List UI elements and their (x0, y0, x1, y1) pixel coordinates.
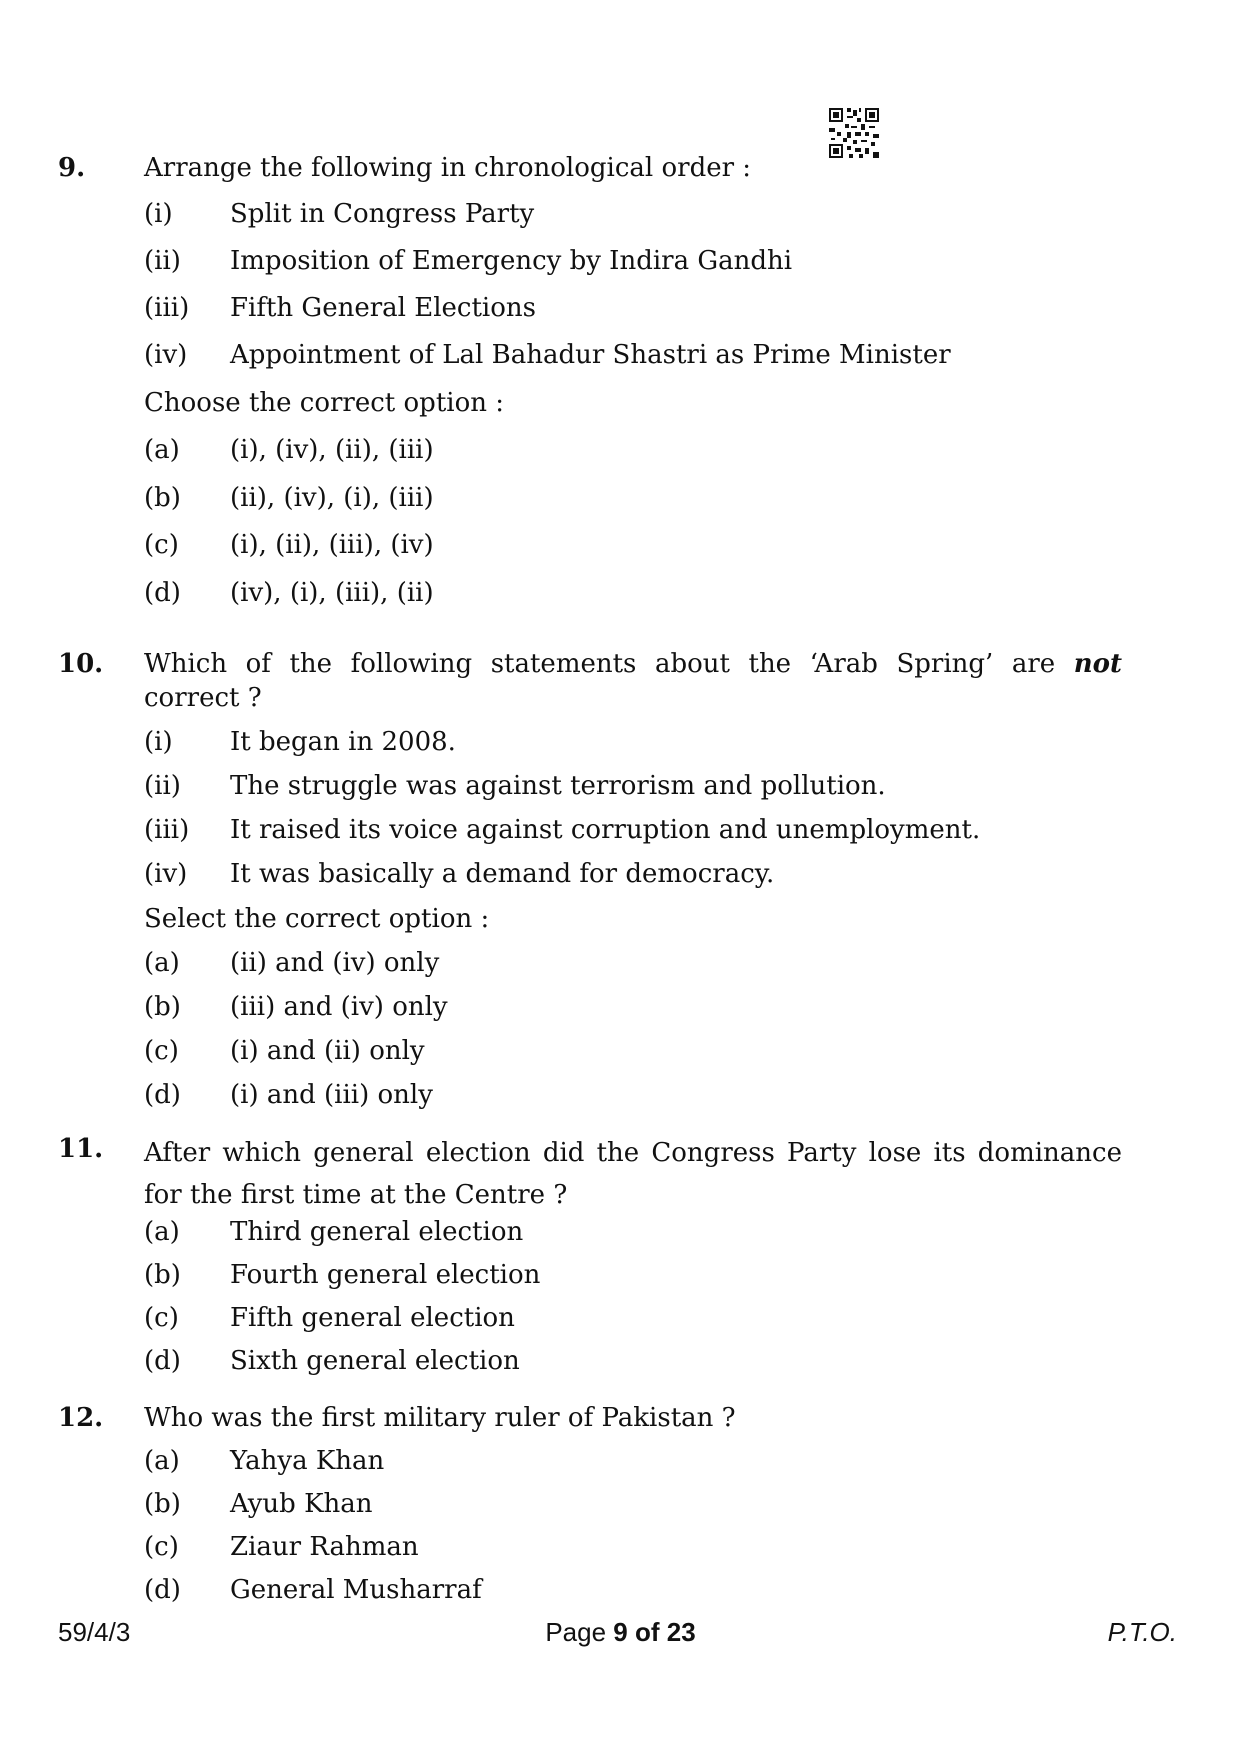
option-text: Ziaur Rahman (230, 1532, 419, 1562)
list-item (144, 197, 534, 231)
option-text: Sixth general election (230, 1346, 520, 1376)
option-label: (b) (144, 483, 181, 513)
option-text: Ayub Khan (230, 1489, 373, 1519)
item-label: (i) (144, 727, 173, 757)
option-label: (b) (144, 992, 181, 1022)
answer-option-b (144, 481, 434, 515)
answer-option-c (144, 1301, 515, 1335)
option-text: (i), (ii), (iii), (iv) (230, 530, 434, 560)
answer-option-c (144, 1530, 419, 1564)
option-text: (i) and (iii) only (230, 1080, 433, 1110)
page-of: of (634, 1617, 660, 1647)
list-item (144, 291, 536, 325)
option-text: (i) and (ii) only (230, 1036, 425, 1066)
option-label: (a) (144, 435, 180, 465)
item-label: (ii) (144, 246, 181, 276)
stem-text: Which of the following statements about the ‘Arab Spring’ are (144, 649, 1074, 679)
paper-code: 59/4/3 (58, 1617, 131, 1647)
item-text: It began in 2008. (230, 727, 456, 757)
page-total: 23 (666, 1617, 696, 1647)
item-text: The struggle was against terrorism and pollution. (230, 771, 886, 801)
question-number: 11. (58, 1134, 104, 1164)
answer-option-b (144, 990, 448, 1024)
option-label: (c) (144, 1036, 179, 1066)
page-word: Page (545, 1617, 607, 1647)
question-stem: Who was the first military ruler of Pakistan ? (144, 1403, 736, 1433)
item-text: Split in Congress Party (230, 199, 535, 229)
option-text: Fourth general election (230, 1260, 541, 1290)
answer-option-d (144, 1344, 520, 1378)
question-stem: After which general election did the Congress Party lose its dominance for the first time at the Centre ? (144, 1138, 1122, 1210)
item-text: It was basically a demand for democracy. (230, 859, 775, 889)
list-item (144, 769, 886, 803)
page-indicator (0, 1616, 1241, 1648)
answer-option-b (144, 1487, 372, 1521)
item-text: Imposition of Emergency by Indira Gandhi (230, 246, 793, 276)
option-label: (d) (144, 1575, 181, 1605)
item-text: It raised its voice against corruption and unemployment. (230, 815, 981, 845)
option-label: (b) (144, 1489, 181, 1519)
option-label: (a) (144, 1217, 180, 1247)
question-stem: Arrange the following in chronological order : (144, 153, 752, 183)
item-label: (i) (144, 199, 173, 229)
answer-option-d (144, 1078, 433, 1112)
item-label: (iii) (144, 293, 190, 323)
item-label: (iii) (144, 815, 190, 845)
option-text: (ii) and (iv) only (230, 948, 440, 978)
answer-option-a (144, 1215, 523, 1249)
answer-option-c (144, 1034, 425, 1068)
option-label: (b) (144, 1260, 181, 1290)
option-text: Yahya Khan (230, 1446, 385, 1476)
item-label: (ii) (144, 771, 181, 801)
list-item (144, 857, 774, 891)
option-text: Third general election (230, 1217, 524, 1247)
question-number: 12. (58, 1403, 104, 1433)
option-prompt: Choose the correct option : (144, 388, 505, 418)
list-item (144, 338, 951, 372)
option-prompt: Select the correct option : (144, 904, 490, 934)
option-label: (a) (144, 1446, 180, 1476)
option-label: (a) (144, 948, 180, 978)
option-label: (d) (144, 1080, 181, 1110)
answer-option-a (144, 1444, 384, 1478)
pto-label: P.T.O. (1107, 1617, 1177, 1647)
option-text: Fifth general election (230, 1303, 515, 1333)
option-text: General Musharraf (230, 1575, 482, 1605)
answer-option-d (144, 576, 434, 610)
answer-option-a (144, 433, 434, 467)
list-item (144, 244, 792, 278)
option-label: (c) (144, 1303, 179, 1333)
item-text: Fifth General Elections (230, 293, 536, 323)
list-item (144, 813, 980, 847)
question-number: 9. (58, 153, 86, 183)
list-item (144, 725, 456, 759)
answer-option-d (144, 1573, 482, 1607)
option-text: (ii), (iv), (i), (iii) (230, 483, 434, 513)
page-current: 9 (613, 1617, 628, 1647)
question-stem (144, 647, 1122, 715)
option-label: (d) (144, 578, 181, 608)
option-text: (iii) and (iv) only (230, 992, 448, 1022)
answer-option-c (144, 528, 434, 562)
option-label: (c) (144, 1532, 179, 1562)
item-label: (iv) (144, 859, 188, 889)
answer-option-b (144, 1258, 540, 1292)
option-text: (iv), (i), (iii), (ii) (230, 578, 434, 608)
answer-option-a (144, 946, 439, 980)
item-label: (iv) (144, 340, 188, 370)
question-number: 10. (58, 649, 104, 679)
stem-text: correct ? (144, 683, 262, 713)
stem-emphasis: not (1073, 649, 1122, 679)
option-text: (i), (iv), (ii), (iii) (230, 435, 434, 465)
item-text: Appointment of Lal Bahadur Shastri as Prime Minister (230, 340, 951, 370)
option-label: (d) (144, 1346, 181, 1376)
option-label: (c) (144, 530, 179, 560)
